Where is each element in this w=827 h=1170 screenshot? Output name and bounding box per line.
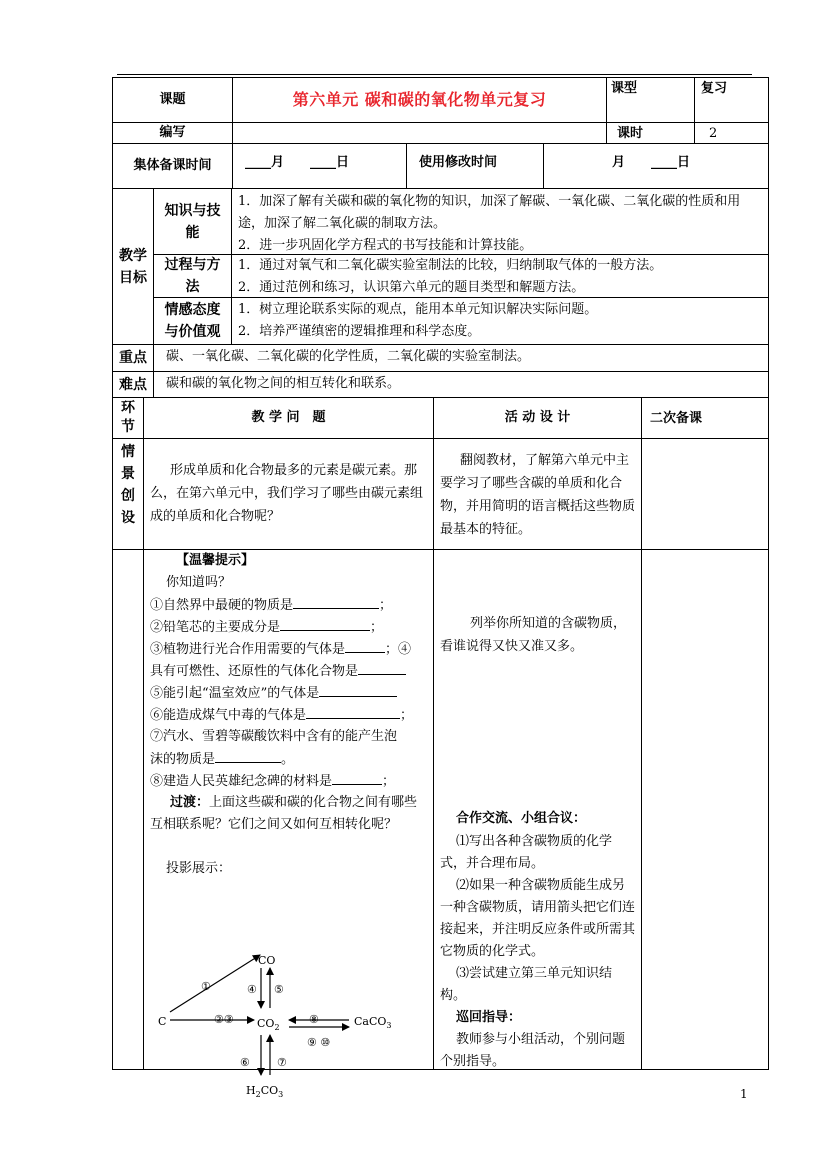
label-7: ⑦	[277, 1056, 287, 1069]
goal-attitude-text: 1．树立理论联系实际的观点，能用本单元知识解决实际问题。 2．培养严谨缜密的逻辑推理和科学态度。	[231, 297, 769, 345]
label-9-10: ⑨ ⑩	[307, 1036, 331, 1049]
goal-knowledge-label: 知识与技 能	[153, 188, 232, 255]
page-number: 1	[740, 1087, 748, 1101]
topic-label: 课题	[112, 77, 233, 123]
node-co: CO	[258, 954, 276, 967]
scenario-second	[641, 438, 769, 550]
coop-title: 合作交流、小组合议：	[456, 811, 587, 826]
col-segment-header: 环 节	[112, 397, 144, 439]
key-points-label: 重点	[112, 344, 154, 372]
label-1: ①	[201, 980, 211, 993]
review-second	[641, 549, 769, 1070]
activity-list: 列举你所知道的含碳物质，看谁说得又快又准又多。	[440, 616, 627, 654]
hours-label: 课时	[606, 122, 695, 144]
question-2: ②铅笔芯的主要成分是 ；	[150, 616, 383, 639]
question-6: ⑥能造成煤气中毒的气体是 ；	[150, 704, 413, 727]
question-7b: 沫的物质是 。	[150, 748, 294, 771]
svg-text:H2CO3: $H_2CO_3$	[246, 1084, 284, 1099]
label-6: ⑥	[240, 1056, 250, 1069]
goal-attitude-label: 情感态度 与价值观	[153, 297, 232, 345]
question-5: ⑤能引起“温室效应”的气体是	[150, 682, 397, 705]
author-value	[232, 122, 607, 144]
lesson-plan-table	[112, 77, 769, 1099]
goal-process-text: 1．通过对氧气和二氧化碳实验室制法的比较，归纳制取气体的一般方法。 2．通过范例和练习，认识第六单元的题目类型和解题方法。	[231, 254, 769, 298]
goal-process-label: 过程与方 法	[153, 254, 232, 298]
edit-time-label: 使用修改时间	[406, 143, 544, 189]
lesson-title: 第六单元 碳和碳的氧化物单元复习	[232, 77, 607, 123]
node-co2: $CO_2$	[257, 1017, 280, 1032]
header-rule	[117, 74, 752, 75]
guide-title: 巡回指导：	[456, 1010, 522, 1025]
type-label: 课型	[606, 77, 695, 123]
prep-time-label: 集体备课时间	[112, 143, 233, 189]
label-4: ④	[247, 983, 257, 996]
scenario-label: 情 景 创 设	[112, 438, 144, 550]
node-h2co3	[244, 1080, 304, 1100]
tip-intro: 你知道吗？	[166, 575, 232, 590]
transition: 过渡：上面这些碳和碳的化合物之间有哪些互相联系呢？它们之间又如何互相转化呢？	[150, 795, 418, 832]
scenario-activity: 翻阅教材，了解第六单元中主要学习了哪些含碳的单质和化合物，并用简明的语言概括这些物质最基本的特征。	[433, 438, 642, 550]
difficulties-text: 碳和碳的氧化物之间的相互转化和联系。	[153, 371, 769, 398]
review-activity	[433, 549, 642, 1070]
review-segment	[112, 549, 144, 1070]
node-caco3: CaCO$_3$	[354, 1015, 392, 1030]
prep-time-value: ____月 ____日	[232, 143, 407, 189]
question-7a: ⑦汽水、雪碧等碳酸饮料中含有的能产生泡	[150, 729, 398, 744]
coop-items: ⑴写出各种含碳物质的化学式，并合理布局。 ⑵如果一种含碳物质能生成另一种含碳物质，请用箭头把它们连接起来，并注明反应条件或所需其它物质的化学式。 ⑶尝试建立第三单元知识结构。	[440, 834, 636, 1003]
goal-knowledge-text: 1．加深了解有关碳和碳的氧化物的知识，加深了解碳、一氧化碳、二氧化碳的性质和用途，加深了解二氧化碳的制取方法。 2．进一步巩固化学方程式的书写技能和计算技能。	[231, 188, 769, 255]
label-8: ⑧	[309, 1013, 319, 1026]
difficulties-label: 难点	[112, 371, 154, 398]
projection-label: 投影展示：	[166, 861, 232, 876]
scenario-problem: 形成单质和化合物最多的元素是碳元素。那么，在第六单元中，我们学习了哪些由碳元素组成的单质和化合物呢？	[143, 438, 434, 550]
label-5: ⑤	[274, 983, 284, 996]
carbon-conversion-diagram	[144, 880, 434, 1069]
col-activity-header: 活 动 设 计	[433, 397, 642, 439]
question-8: ⑧建造人民英雄纪念碑的材料是 ；	[150, 770, 395, 793]
label-2-3: ②③	[214, 1013, 234, 1026]
type-value: 复习	[694, 77, 769, 123]
edit-time-value: 月 ____日	[543, 143, 769, 189]
col-second-header: 二次备课	[641, 397, 769, 439]
question-3: ③植物进行光合作用需要的气体是 ；④	[150, 638, 411, 661]
guide-text: 教师参与小组活动，个别问题个别指导。	[440, 1032, 626, 1069]
node-c: C	[158, 1015, 167, 1028]
key-points-text: 碳、一氧化碳、二氧化碳的化学性质，二氧化碳的实验室制法。	[153, 344, 769, 372]
question-4: 具有可燃性、还原性的气体化合物是	[150, 660, 406, 683]
col-problem-header: 教 学 问 题	[143, 397, 434, 439]
tip-title: 【温馨提示】	[176, 553, 255, 568]
hours-value: 2	[694, 122, 769, 144]
goals-label: 教学 目标	[112, 188, 154, 345]
review-problem	[143, 549, 434, 1099]
question-1: ①自然界中最硬的物质是 ；	[150, 594, 392, 617]
author-label: 编写	[112, 122, 233, 144]
